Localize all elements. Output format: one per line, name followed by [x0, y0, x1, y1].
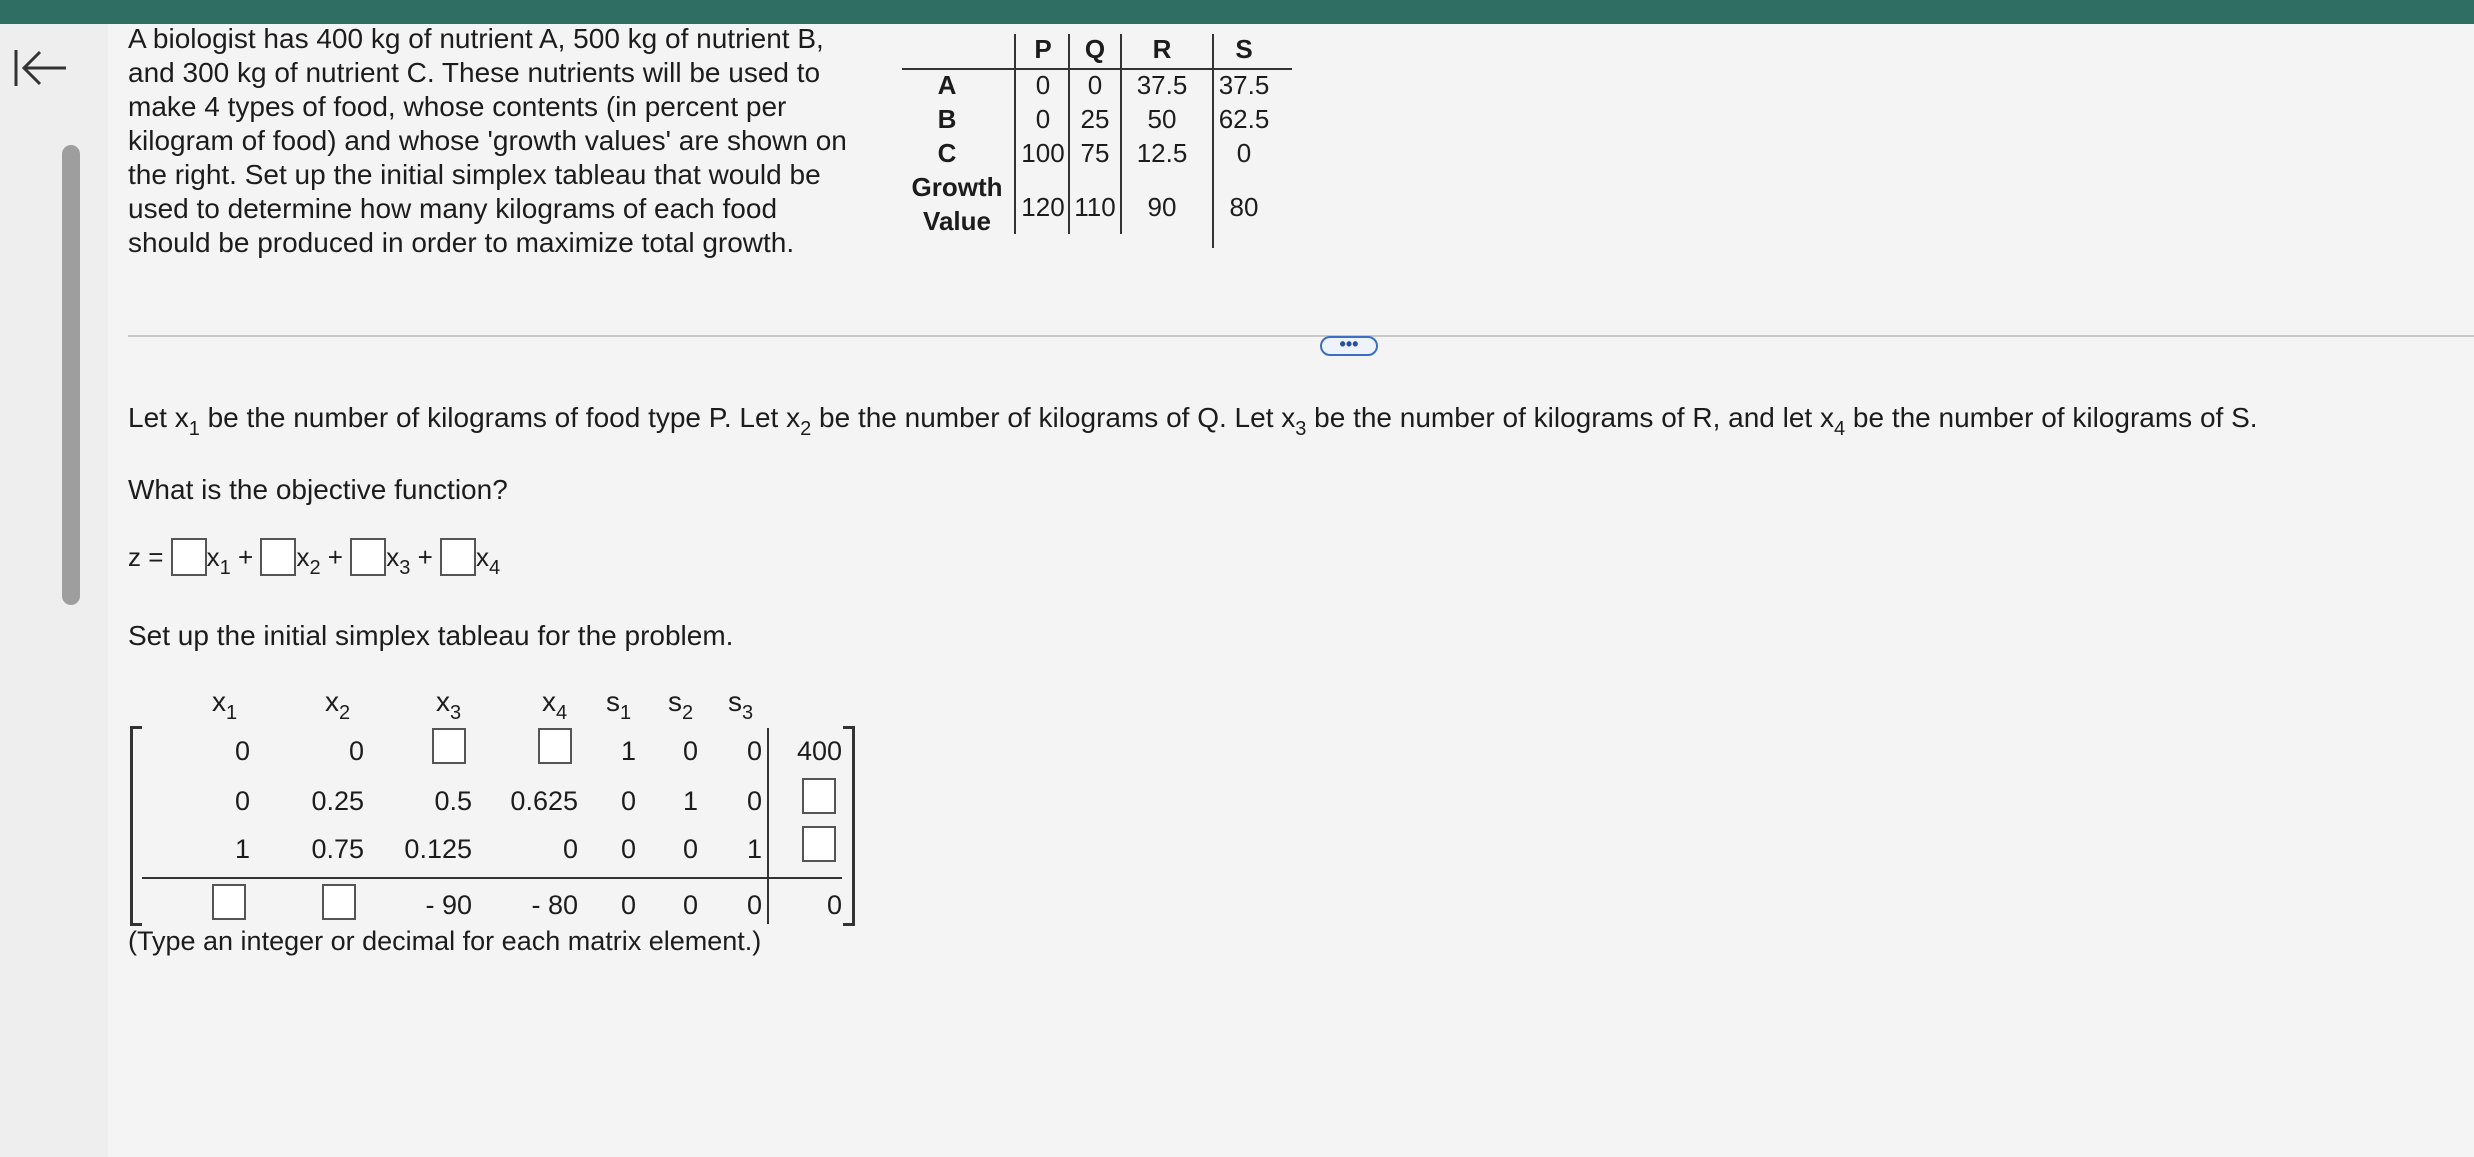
variable-definitions — [128, 402, 2258, 440]
matrix-cell: 1 — [746, 834, 762, 864]
problem-line: make 4 types of food, whose contents (in percent per — [128, 91, 787, 122]
column-header: Q — [1084, 34, 1106, 64]
table-rule — [1212, 34, 1214, 248]
var-x: x — [206, 542, 220, 572]
plus-sign: + — [417, 542, 433, 572]
header-x4: $x_4$ — [542, 686, 568, 724]
matrix-cell: 0 — [746, 890, 762, 920]
plus-sign: + — [238, 542, 254, 572]
table-cell: 37.5 — [1218, 70, 1270, 100]
collapse-back-icon[interactable] — [8, 40, 68, 96]
coef-x2-input[interactable] — [260, 538, 296, 576]
header-x1: $x_1$ — [212, 686, 238, 724]
row-label: A — [937, 70, 957, 100]
matrix-cell: 0 — [234, 786, 250, 816]
objective-function — [128, 538, 501, 579]
plus-sign: + — [327, 542, 343, 572]
row-label: Growth — [911, 172, 1003, 202]
table-cell: 90 — [1147, 192, 1177, 222]
table-cell: 62.5 — [1218, 104, 1270, 134]
problem-line: the right. Set up the initial simplex tableau that would be — [128, 159, 821, 190]
table-cell: 80 — [1229, 192, 1259, 222]
table-rule — [902, 68, 1292, 70]
matrix-cell: 0.625 — [510, 786, 578, 816]
table-rule — [1120, 34, 1122, 234]
tableau-input-r1-x3[interactable] — [432, 728, 466, 764]
table-cell: 37.5 — [1136, 70, 1188, 100]
matrix-cell: 0 — [348, 736, 364, 766]
scrollbar-thumb[interactable] — [62, 145, 80, 605]
table-cell: 0 — [1087, 70, 1103, 100]
matrix-cell: 0 — [234, 736, 250, 766]
header-s2: $s_2$ — [668, 686, 694, 724]
input-hint: (Type an integer or decimal for each matrix element.) — [128, 926, 762, 956]
problem-line: kilogram of food) and whose 'growth values' are shown on — [128, 125, 847, 156]
coef-x1-input[interactable] — [171, 538, 207, 576]
objective-prompt: What is the objective function? — [128, 474, 508, 505]
header-s1: $s_1$ — [606, 686, 632, 724]
table-cell: 0 — [1035, 70, 1051, 100]
more-options-button[interactable]: ••• — [1320, 336, 1378, 356]
matrix-bracket-right — [843, 726, 855, 926]
matrix-cell: 0 — [620, 834, 636, 864]
problem-line: A biologist has 400 kg of nutrient A, 500 kg of nutrient B, — [128, 23, 824, 54]
matrix-cell: 0.25 — [311, 786, 364, 816]
table-rule — [1014, 34, 1016, 234]
table-cell: 25 — [1080, 104, 1110, 134]
coef-x3-input[interactable] — [350, 538, 386, 576]
let-text: be the number of kilograms of S. — [1845, 402, 2258, 433]
let-text: be the number of kilograms of Q. Let x — [811, 402, 1296, 433]
matrix-cell: 0.75 — [311, 834, 364, 864]
tableau-input-r4-x1[interactable] — [212, 884, 246, 920]
tableau-input-r4-x2[interactable] — [322, 884, 356, 920]
column-header: P — [1034, 34, 1052, 64]
left-rail — [0, 24, 108, 1157]
matrix-rule — [767, 728, 769, 924]
matrix-cell: 1 — [234, 834, 250, 864]
matrix-cell: - 90 — [425, 890, 472, 920]
matrix-cell: 0 — [746, 786, 762, 816]
problem-line: used to determine how many kilograms of each food — [128, 193, 778, 224]
var-x: x — [296, 542, 310, 572]
coef-x4-input[interactable] — [440, 538, 476, 576]
matrix-cell: 0 — [620, 786, 636, 816]
z-equals: z = — [128, 542, 164, 572]
let-text: be the number of kilograms of R, and let x — [1306, 402, 1834, 433]
matrix-cell: 0 — [562, 834, 578, 864]
column-header: S — [1235, 34, 1253, 64]
table-cell: 50 — [1147, 104, 1177, 134]
table-cell: 120 — [1021, 192, 1065, 222]
subscript: 1 — [219, 557, 231, 579]
table-cell: 100 — [1021, 138, 1065, 168]
subscript: 3 — [399, 557, 411, 579]
subscript: 2 — [800, 418, 812, 440]
header-s3: $s_3$ — [728, 686, 754, 724]
subscript: 1 — [188, 418, 200, 440]
matrix-cell: 0.5 — [434, 786, 472, 816]
subscript: 4 — [489, 557, 501, 579]
header-x3: $x_3$ — [436, 686, 462, 724]
matrix-cell: 0 — [746, 736, 762, 766]
matrix-cell: 400 — [796, 736, 842, 766]
row-label: C — [937, 138, 957, 168]
let-text: be the number of kilograms of food type P. Let x — [199, 402, 801, 433]
matrix-cell: 0 — [682, 890, 698, 920]
problem-line: should be produced in order to maximize total growth. — [128, 227, 795, 258]
matrix-cell: - 80 — [531, 890, 578, 920]
subscript: 4 — [1833, 418, 1846, 440]
table-cell: 0 — [1236, 138, 1252, 168]
table-cell: 75 — [1080, 138, 1110, 168]
matrix-cell: 1 — [620, 736, 636, 766]
tableau-input-r1-x4[interactable] — [538, 728, 572, 764]
subscript: 2 — [309, 557, 321, 579]
table-rule — [1068, 34, 1070, 234]
problem-line: and 300 kg of nutrient C. These nutrients will be used to — [128, 57, 821, 88]
row-label: B — [937, 104, 957, 134]
table-cell: 12.5 — [1136, 138, 1188, 168]
matrix-cell: 0 — [826, 890, 842, 920]
column-header: R — [1152, 34, 1172, 64]
matrix-cell: 1 — [682, 786, 698, 816]
matrix-bracket-left — [130, 726, 142, 926]
top-bar — [0, 0, 2474, 24]
var-x: x — [386, 542, 400, 572]
matrix-cell: 0 — [620, 890, 636, 920]
problem-statement — [128, 22, 898, 260]
row-label: Value — [923, 206, 991, 236]
matrix-cell: 0.125 — [404, 834, 472, 864]
table-cell: 0 — [1035, 104, 1051, 134]
let-text: Let x — [128, 402, 189, 433]
header-x2: $x_2$ — [325, 686, 351, 724]
matrix-rule — [142, 877, 842, 879]
var-x: x — [476, 542, 489, 572]
table-cell: 110 — [1074, 192, 1116, 222]
tableau-input-r2-rhs[interactable] — [802, 778, 836, 814]
subscript: 3 — [1295, 418, 1307, 440]
matrix-cell: 0 — [682, 736, 698, 766]
matrix-cell: 0 — [682, 834, 698, 864]
tableau-input-r3-rhs[interactable] — [802, 826, 836, 862]
section-divider — [128, 335, 2474, 337]
tableau-prompt: Set up the initial simplex tableau for the problem. — [128, 620, 734, 651]
